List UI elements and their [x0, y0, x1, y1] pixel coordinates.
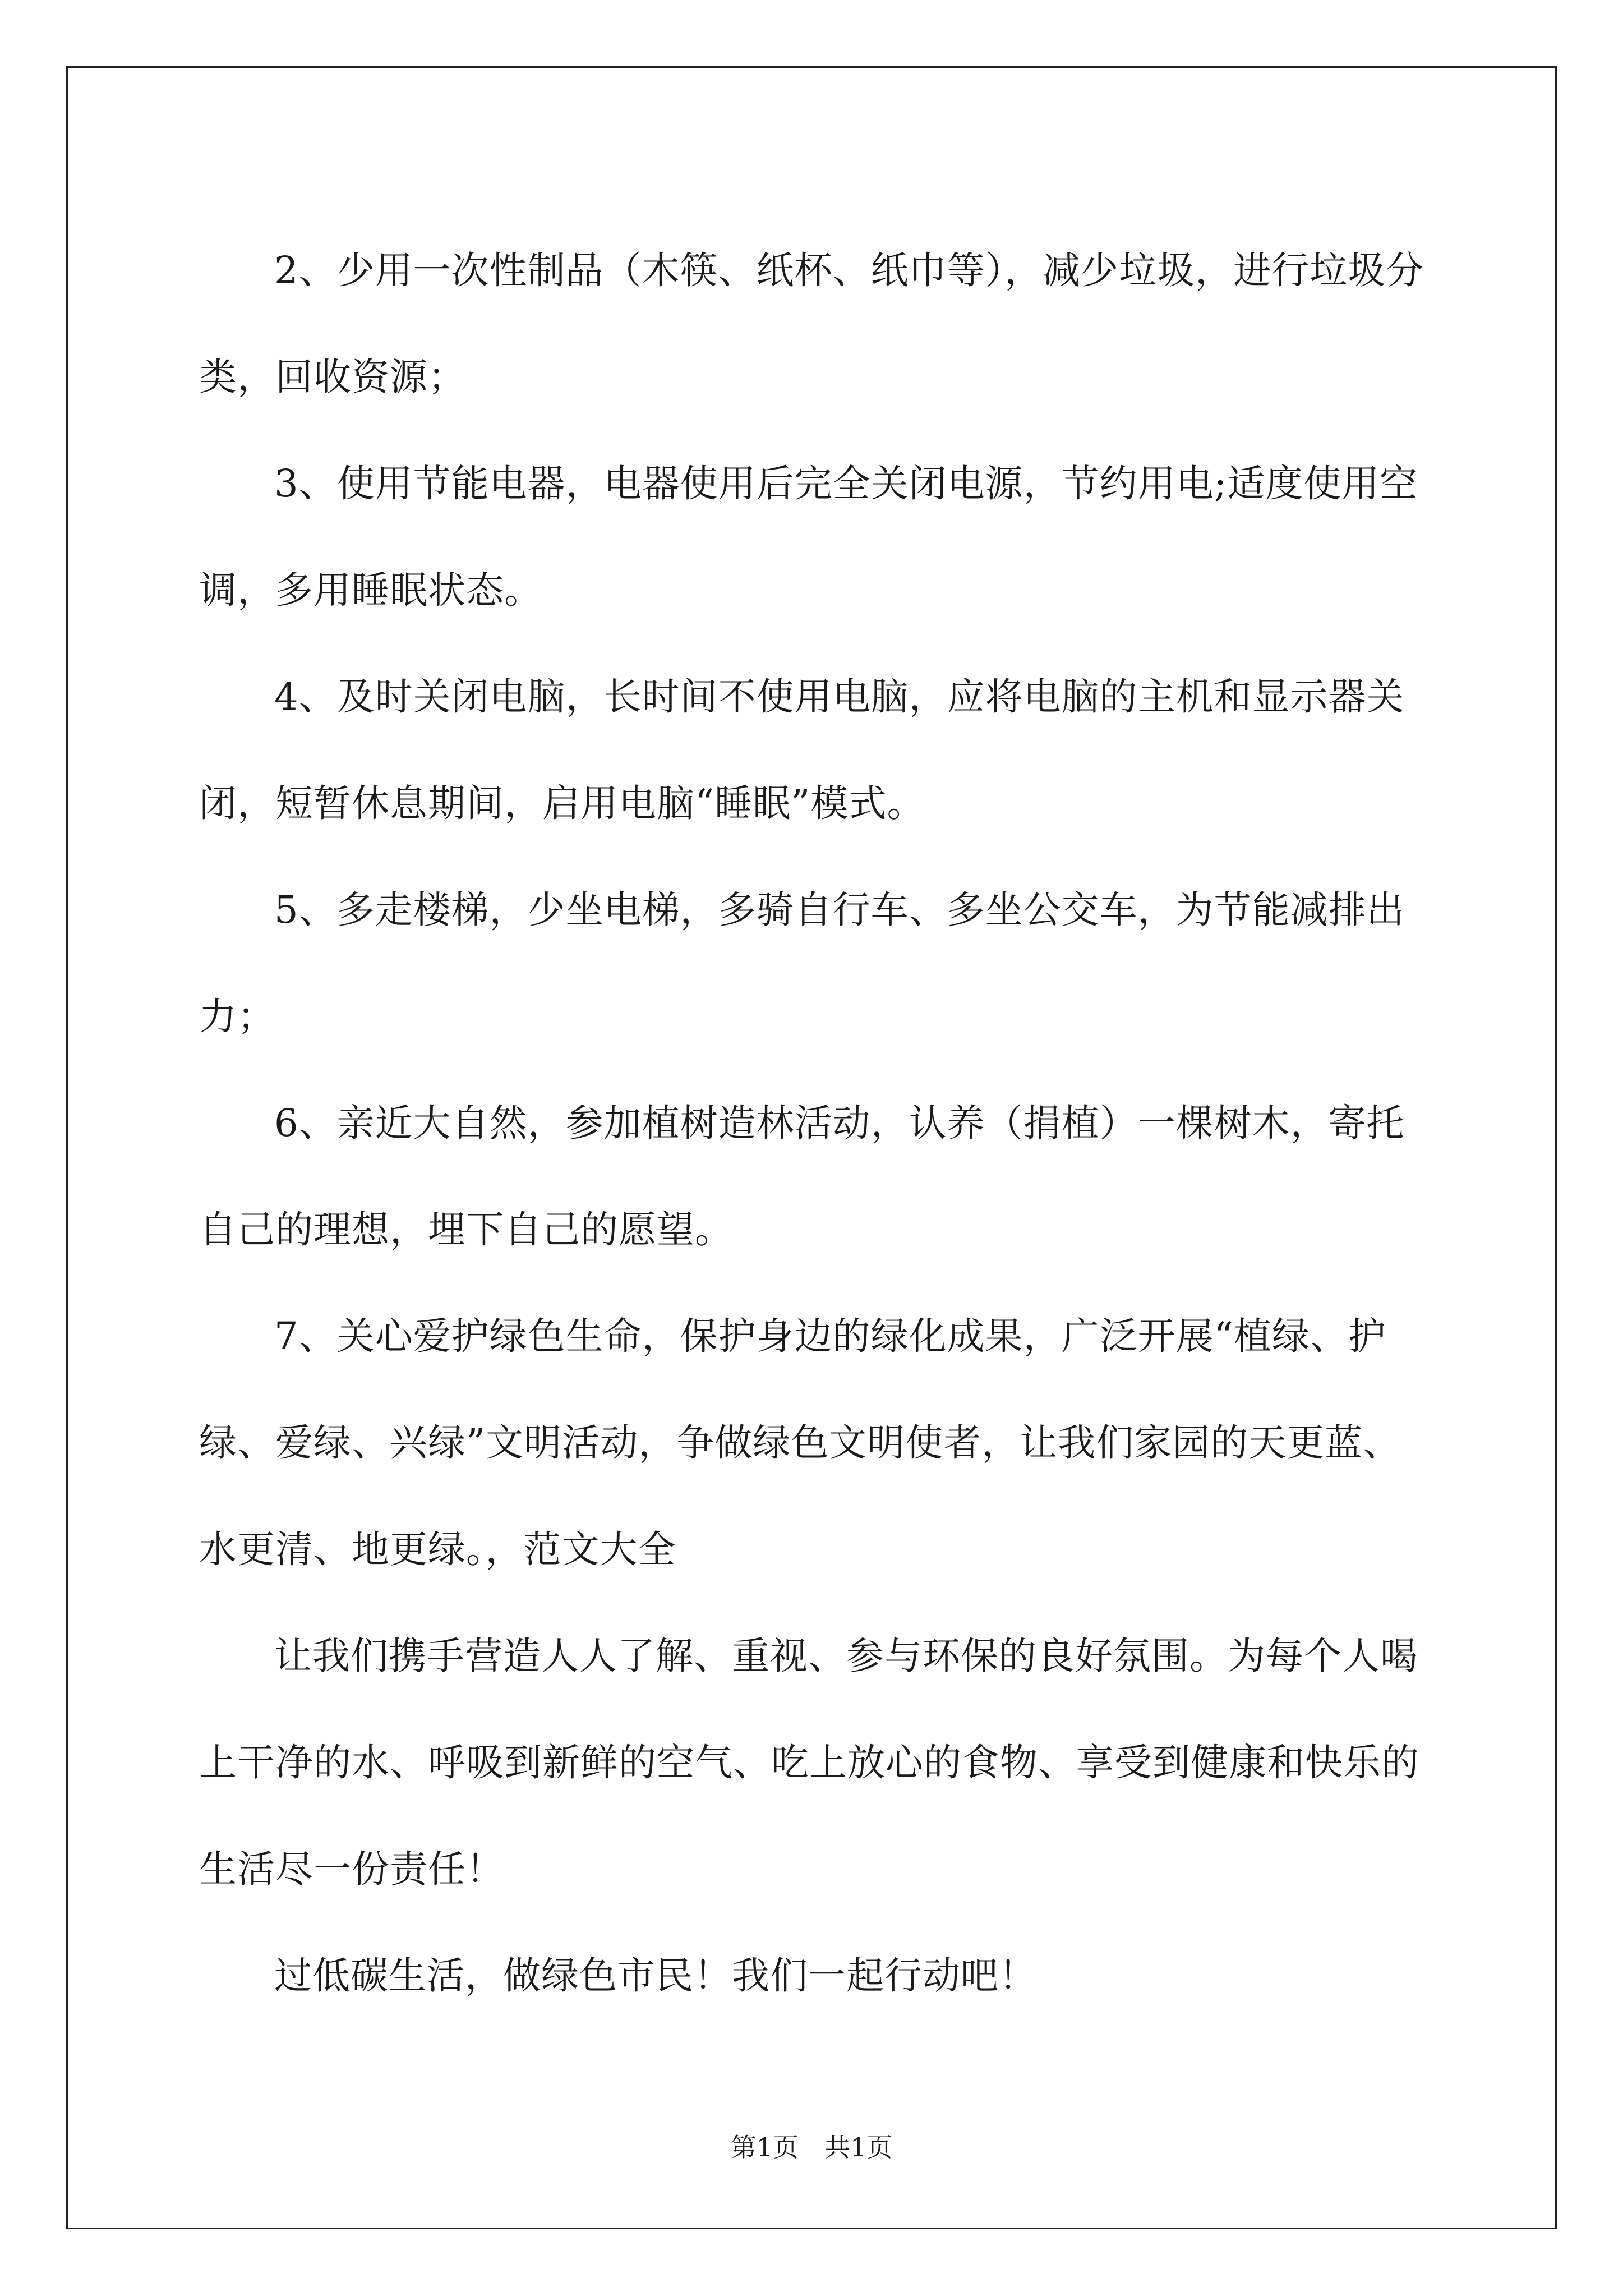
paragraph-closing: 过低碳生活，做绿色市民！我们一起行动吧！ [274, 1954, 1037, 1998]
paragraph-item-5: 5、多走楼梯，少坐电梯，多骑自行车、多坐公交车，为节能减排出力； [199, 888, 1405, 1038]
paragraph-item-6: 6、亲近大自然，参加植树造林活动，认养（捐植）一棵树木，寄托自己的理想，埋下自己的愿望。 [199, 1101, 1405, 1251]
page-number-label: 第1页 共1页 [730, 2132, 893, 2162]
paragraph-call-to-action: 让我们携手营造人人了解、重视、参与环保的良好氛围。为每个人喝上干净的水、呼吸到新鲜的空气、吃上放心的食物、享受到健康和快乐的生活尽一份责任！ [199, 1634, 1419, 1891]
page-footer [0, 2131, 1623, 2164]
paragraph-item-2: 2、少用一次性制品（木筷、纸杯、纸巾等），减少垃圾，进行垃圾分类，回收资源； [199, 249, 1424, 399]
document-body [199, 217, 1433, 2029]
paragraph-item-3: 3、使用节能电器，电器使用后完全关闭电源，节约用电;适度使用空调，多用睡眠状态。 [199, 462, 1418, 612]
paragraph-item-7: 7、关心爱护绿色生命，保护身边的绿化成果，广泛开展“植绿、护绿、爱绿、兴绿”文明活动，争做绿色文明使者，让我们家园的天更蓝、水更清、地更绿。，范文大全 [199, 1314, 1401, 1571]
paragraph-item-4: 4、及时关闭电脑，长时间不使用电脑，应将电脑的主机和显示器关闭，短暂休息期间，启用电脑“睡眠”模式。 [199, 675, 1405, 825]
